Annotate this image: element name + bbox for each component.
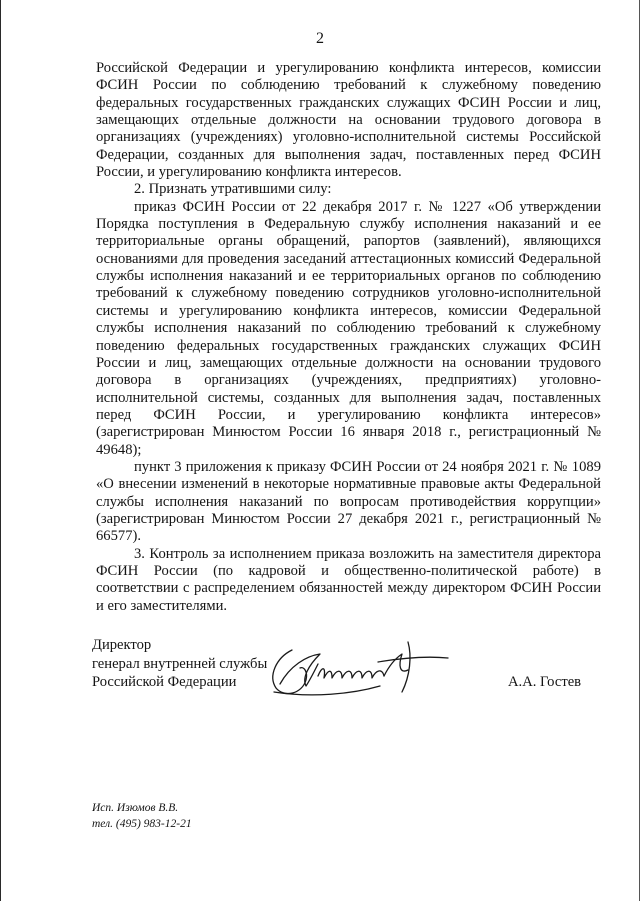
executor-phone: тел. (495) 983-12-21 bbox=[92, 818, 192, 830]
paragraph-order-1089: пункт 3 приложения к приказу ФСИН России от 24 ноября 2021 г. № 1089 «О внесении изменений в некоторые нормативные правовые акты Федеральной службы исполнения наказаний по вопросам противодействия коррупции» (зарегистрирован Минюстом России 27 декабря 2021 г., регистрационный № 66577). bbox=[96, 458, 601, 545]
executor-info bbox=[92, 800, 192, 832]
signatory-rank: генерал внутренней службы bbox=[92, 655, 268, 672]
executor-name: Исп. Изюмов В.В. bbox=[92, 802, 179, 814]
paragraph-continuation: Российской Федерации и урегулированию конфликта интересов, комиссии ФСИН России по соблюдению требований к служебному поведению федеральных государственных гражданских служащих ФСИН России и лиц, замещающих отдельные должности на основании трудового договора в организациях (учреждениях) уголовно-исполнительной системы Российской Федерации, созданных для выполнения задач, поставленных перед ФСИН России, и урегулированию конфликта интересов. bbox=[96, 60, 601, 181]
signatory-rank-country: Российской Федерации bbox=[92, 674, 237, 690]
paragraph-item-2: 2. Признать утратившими силу: bbox=[134, 181, 332, 198]
document-body bbox=[96, 60, 601, 615]
paragraph-order-1227: приказ ФСИН России от 22 декабря 2017 г. № 1227 «Об утверждении Порядка поступления в Федеральную службу исполнения наказаний и ее территориальные органы обращений, рапортов (заявлений), являющихся основаниями для проведения заседаний аттестационных комиссий Федеральной службы исполнения наказаний и ее территориальных органов по соблюдению требований к служебному поведению сотрудников уголовно-исполнительной системы и урегулированию конфликта интересов, комиссии Федеральной службы исполнения наказаний по соблюдению требований к служебному поведению федеральных государственных гражданских служащих ФСИН России и лиц, замещающих отдельные должности на основании трудового договора в организациях (учреждениях, предприятиях) уголовно-исполнительной системы, созданных для выполнения задач, поставленных перед ФСИН России, и урегулированию конфликта интересов» (зарегистрирован Минюстом России 16 января 2018 г., регистрационный № 49648); bbox=[96, 198, 601, 458]
signatory-position: Директор bbox=[92, 637, 152, 653]
paragraph-item-3: 3. Контроль за исполнением приказа возложить на заместителя директора ФСИН России (по кадровой и общественно-политической работе) в соответствии с распределением обязанностей между директором ФСИН России и его заместителями. bbox=[96, 545, 601, 614]
signatory-title bbox=[92, 636, 267, 692]
signatory-name: А.А. Гостев bbox=[508, 674, 582, 690]
handwritten-signature bbox=[262, 636, 452, 702]
page-number: 2 bbox=[316, 30, 324, 47]
